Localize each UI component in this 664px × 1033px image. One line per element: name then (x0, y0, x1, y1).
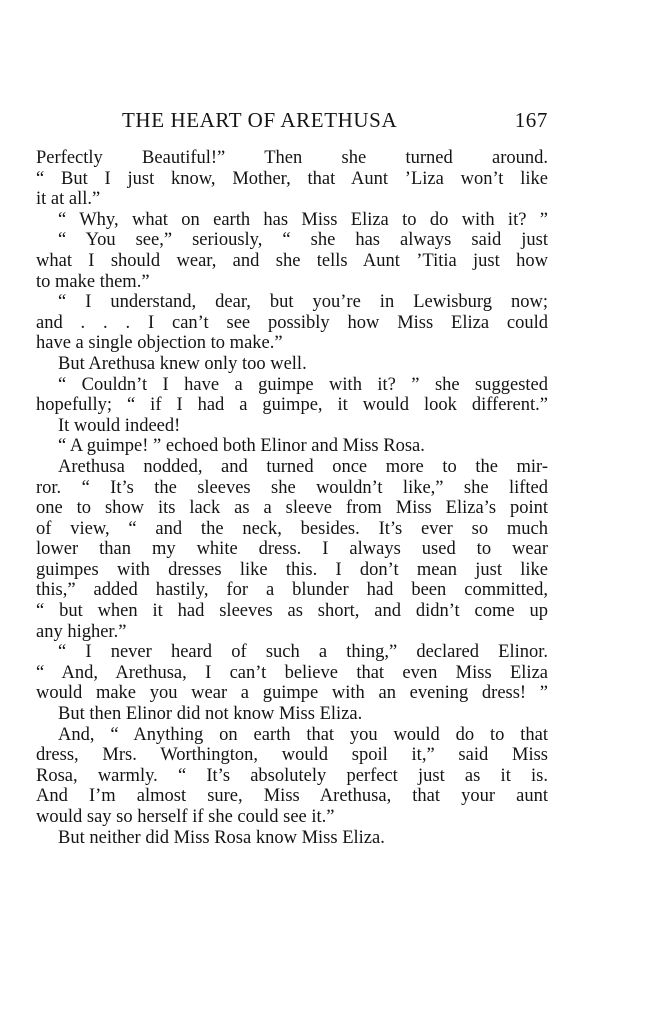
text-line: “ But I just know, Mother, that Aunt ’Liza won’t like (36, 168, 548, 189)
body-text (36, 148, 548, 848)
text-line: what I should wear, and she tells Aunt ’Titia just how (36, 250, 548, 271)
text-line: of view, “ and the neck, besides. It’s ever so much (36, 518, 548, 539)
page-number: 167 (514, 108, 548, 132)
text-line: “ You see,” seriously, “ she has always said just (58, 230, 548, 251)
text-line: hopefully; “ if I had a guimpe, it would look different.” (36, 395, 548, 416)
text-line: Perfectly Beautiful!” Then she turned around. (36, 148, 548, 168)
text-line: “ Couldn’t I have a guimpe with it? ” she suggested (58, 374, 548, 395)
text-line: “ A guimpe! ” echoed both Elinor and Miss Rosa. (58, 436, 425, 457)
text-line: to make them.” (36, 271, 150, 292)
text-line: have a single objection to make.” (36, 333, 283, 354)
text-line: Arethusa nodded, and turned once more to the mir- (58, 456, 548, 477)
text-line: and . . . I can’t see possibly how Miss Eliza could (36, 312, 548, 333)
text-line: “ I understand, dear, but you’re in Lewisburg now; (58, 292, 548, 313)
text-line: But then Elinor did not know Miss Eliza. (58, 704, 363, 725)
text-line: it at all.” (36, 189, 101, 210)
running-head (36, 108, 548, 136)
text-line: this,” added hastily, for a blunder had been committed, (36, 580, 548, 601)
text-line: would say so herself if she could see it.” (36, 807, 335, 827)
text-line: would make you wear a guimpe with an evening dress! ” (36, 683, 548, 704)
text-line: ror. “ It’s the sleeves she wouldn’t like,” she lifted (36, 477, 548, 498)
text-line: “ I never heard of such a thing,” declared Elinor. (58, 642, 548, 663)
text-line: But neither did Miss Rosa know Miss Eliza. (58, 827, 385, 848)
text-line: It would indeed! (58, 415, 181, 436)
text-line: lower than my white dress. I always used to wear (36, 539, 548, 560)
text-line: And, “ Anything on earth that you would do to that (58, 724, 548, 745)
running-title: THE HEART OF ARETHUSA (122, 108, 398, 132)
text-line: any higher.” (36, 621, 127, 642)
text-line: “ but when it had sleeves as short, and didn’t come up (36, 601, 548, 622)
text-line: “ And, Arethusa, I can’t believe that even Miss Eliza (36, 662, 548, 683)
text-line: dress, Mrs. Worthington, would spoil it,” said Miss (36, 745, 548, 766)
text-line: one to show its lack as a sleeve from Miss Eliza’s point (36, 498, 548, 519)
text-line: And I’m almost sure, Miss Arethusa, that your aunt (36, 786, 548, 807)
text-line: But Arethusa knew only too well. (58, 353, 307, 374)
text-line: “ Why, what on earth has Miss Eliza to do with it? ” (58, 209, 548, 230)
text-line: Rosa, warmly. “ It’s absolutely perfect just as it is. (36, 765, 548, 786)
text-line: guimpes with dresses like this. I don’t mean just like (36, 559, 548, 580)
